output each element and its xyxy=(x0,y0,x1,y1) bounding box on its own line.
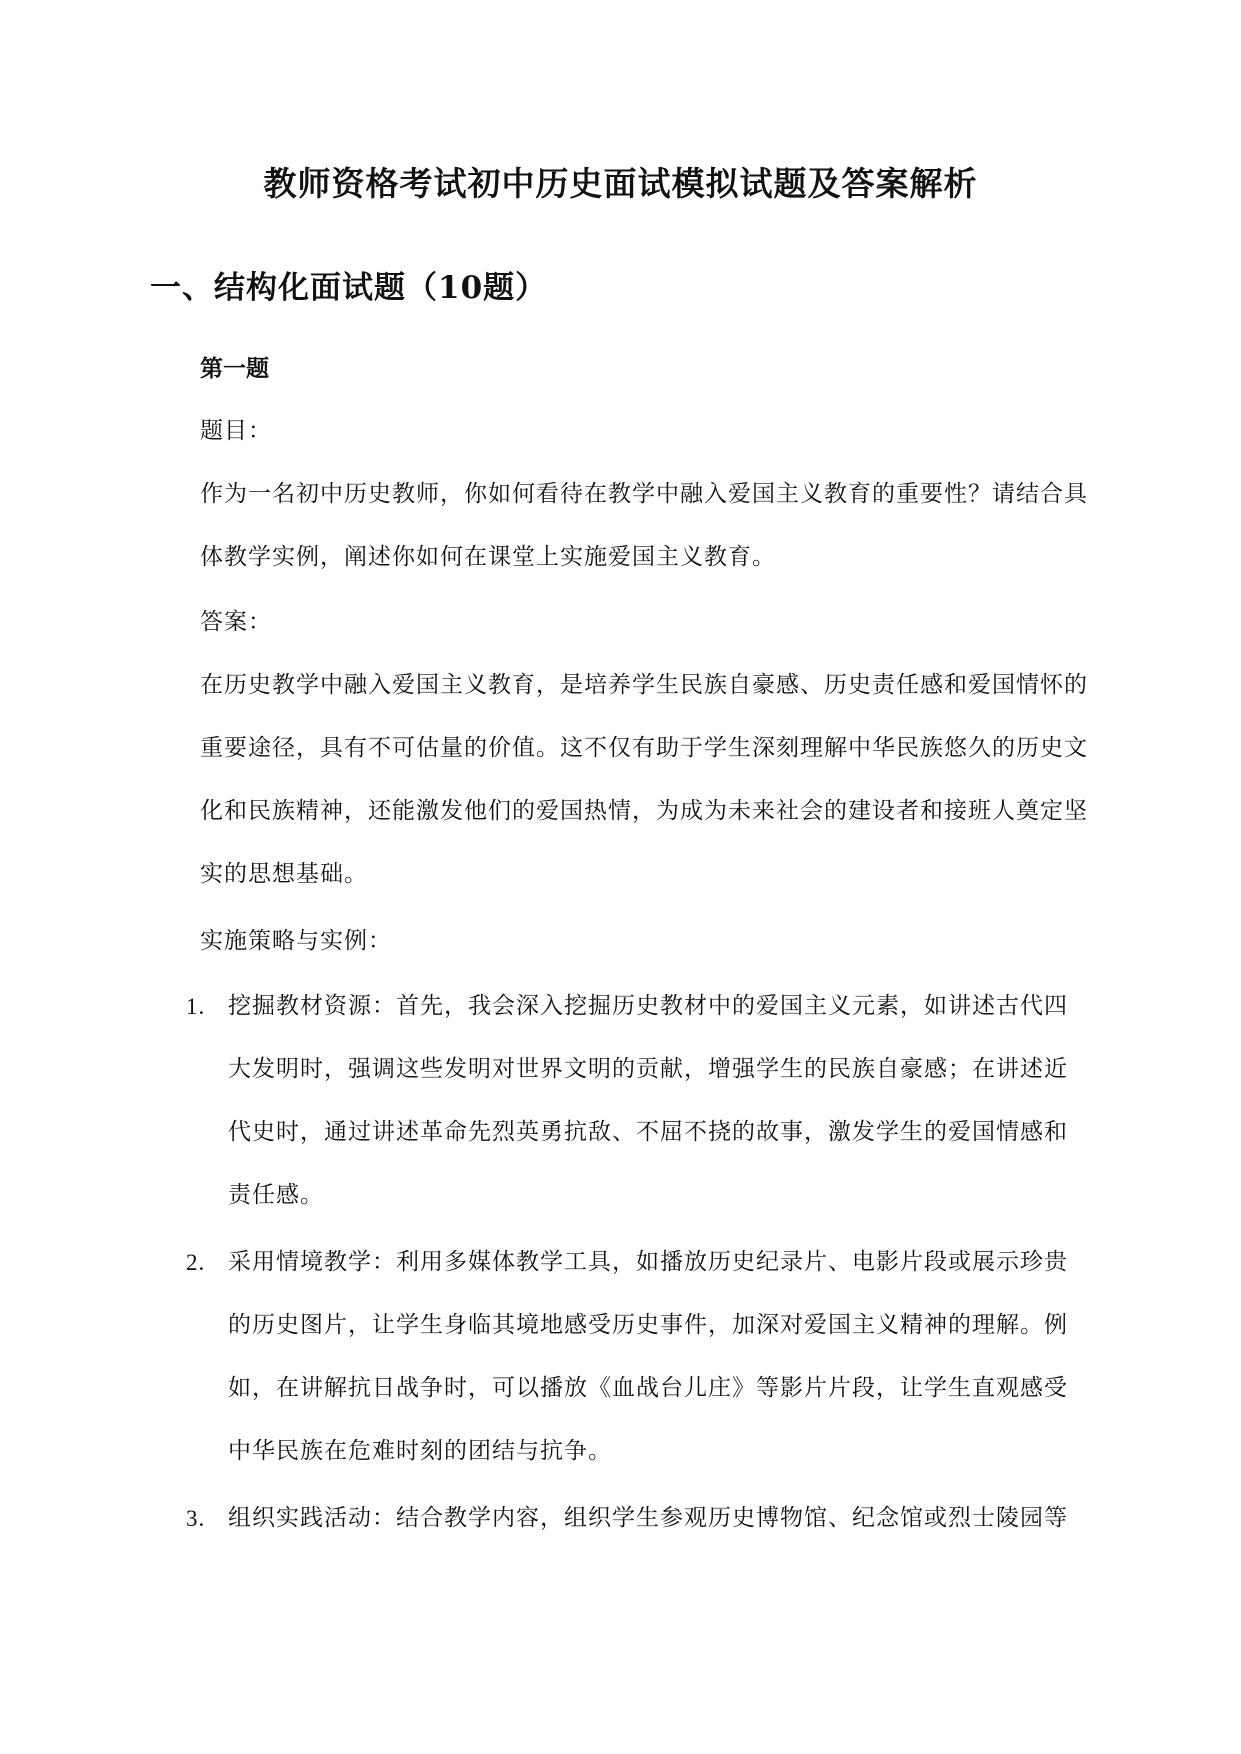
list-item-text: 采用情境教学：利用多媒体教学工具，如播放历史纪录片、电影片段或展示珍贵的历史图片，让学生身临其境地感受历史事件，加深对爱国主义精神的理解。例如，在讲解抗日战争时，可以播放《血战台儿庄》等影片片段，让学生直观感受中华民族在危难时刻的团结与抗争。 xyxy=(228,1249,1068,1464)
list-item xyxy=(186,975,1090,1227)
section-heading: 一、结构化面试题（10题） xyxy=(150,270,548,306)
question-title: 第一题 xyxy=(200,355,269,382)
list-item xyxy=(186,1487,1090,1550)
list-item-text: 组织实践活动：结合教学内容，组织学生参观历史博物馆、纪念馆或烈士陵园等 xyxy=(228,1505,1068,1531)
answer-label: 答案： xyxy=(200,609,272,635)
list-item-text: 挖掘教材资源：首先，我会深入挖掘历史教材中的爱国主义元素，如讲述古代四大发明时，强调这些发明对世界文明的贡献，增强学生的民族自豪感；在讲述近代史时，通过讲述革命先烈英勇抗敌、不屈不挠的故事，激发学生的爱国情感和责任感。 xyxy=(228,993,1068,1208)
prompt-text: 作为一名初中历史教师，你如何看待在教学中融入爱国主义教育的重要性？请结合具体教学实例，阐述你如何在课堂上实施爱国主义教育。 xyxy=(200,481,1088,570)
list-item xyxy=(186,1231,1090,1483)
page-title: 教师资格考试初中历史面试模拟试题及答案解析 xyxy=(263,164,978,203)
list-item-number: 3. xyxy=(186,1506,206,1531)
prompt-label: 题目： xyxy=(200,418,272,444)
answer-text: 在历史教学中融入爱国主义教育，是培养学生民族自豪感、历史责任感和爱国情怀的重要途径，具有不可估量的价值。这不仅有助于学生深刻理解中华民族悠久的历史文化和民族精神，还能激发他们的爱国热情，为成为未来社会的建设者和接班人奠定坚实的思想基础。 xyxy=(200,672,1088,887)
list-item-number: 2. xyxy=(186,1250,206,1275)
list-item-number: 1. xyxy=(186,994,206,1019)
strategy-label: 实施策略与实例： xyxy=(200,928,392,954)
